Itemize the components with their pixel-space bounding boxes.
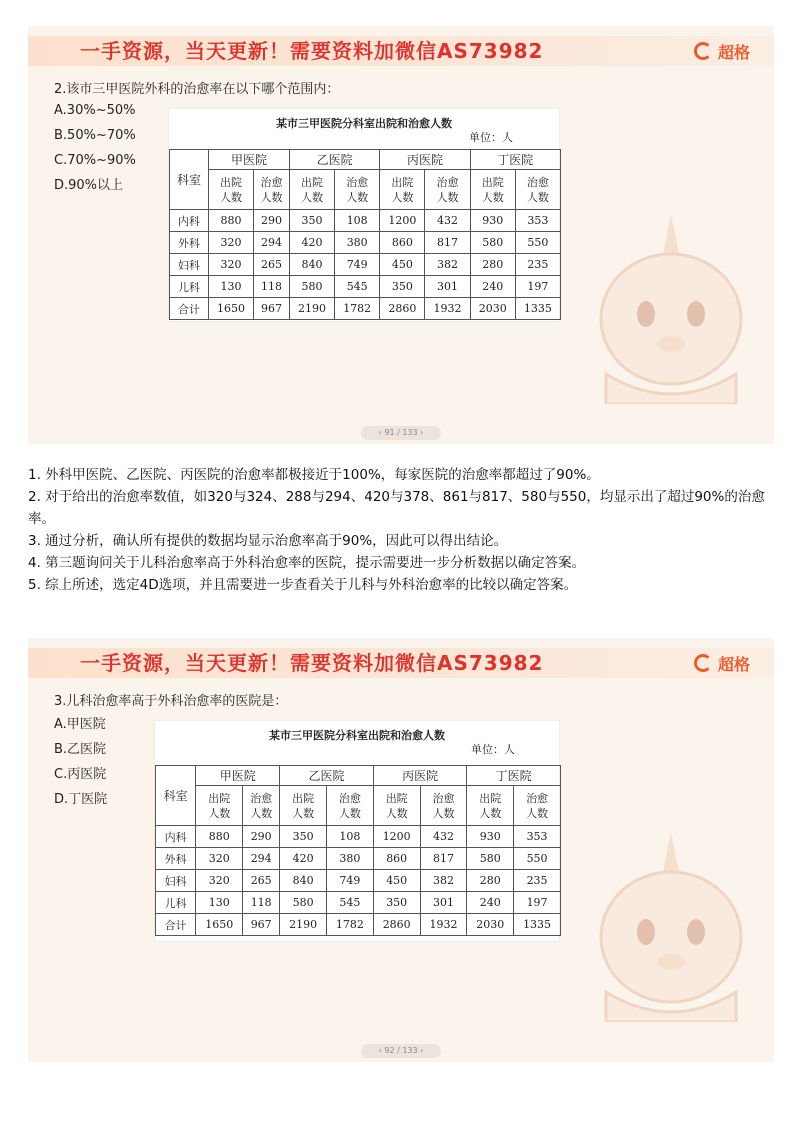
value-cell: 880 [196,826,243,848]
value-cell: 2030 [470,298,515,320]
value-cell: 1200 [380,210,425,232]
value-cell: 350 [289,210,334,232]
value-cell: 2860 [380,298,425,320]
unicorn-mascot-icon [576,822,766,1022]
header-row [156,766,561,786]
table-title: 某市三甲医院分科室出院和治愈人数 [276,117,452,130]
table-row [156,892,561,914]
table-row [170,254,561,276]
value-cell: 1932 [420,914,467,936]
value-cell: 320 [208,254,253,276]
brand-name: 超格 [717,42,750,62]
slide-92 [28,638,774,1062]
value-cell: 380 [327,848,374,870]
analysis-line: 2. 对于给出的治愈率数值，如320与324、288与294、420与378、861与817、580与550，均显示出了超过90%的治愈率。 [28,489,765,527]
value-cell: 2860 [373,914,420,936]
value-cell: 1335 [515,298,560,320]
value-cell: 1650 [208,298,253,320]
discharge-header-line: 人数 [292,806,315,820]
value-cell: 108 [327,826,374,848]
banner-text: 一手资源，当天更新！需要资料加微信AS73982 [80,39,544,63]
value-cell: 1200 [373,826,420,848]
value-cell: 265 [243,870,280,892]
value-cell: 880 [208,210,253,232]
value-cell: 840 [280,870,327,892]
discharge-header-line: 人数 [479,806,502,820]
value-cell: 545 [335,276,380,298]
value-cell: 550 [515,232,560,254]
value-cell: 1650 [196,914,243,936]
analysis-line: 1. 外科甲医院、乙医院、丙医院的治愈率都极接近于100%，每家医院的治愈率都超过了90%。 [28,467,600,483]
table-row [170,276,561,298]
value-cell: 240 [467,892,514,914]
cured-header [514,786,561,826]
option-d[interactable]: D.丁医院 [54,792,108,807]
value-cell: 840 [289,254,334,276]
value-cell: 118 [254,276,290,298]
discharge-header-line: 人数 [220,190,243,204]
dept-header: 科室 [156,766,196,826]
analysis-line: 5. 综上所述，选定4D选项，并且需要进一步查看关于儿科与外科治愈率的比较以确定答案。 [28,577,578,593]
value-cell: 930 [470,210,515,232]
option-c[interactable]: C.70%~90% [54,153,136,168]
analysis-text [28,464,772,596]
analysis-line: 3. 通过分析，确认所有提供的数据均显示治愈率高于90%，因此可以得出结论。 [28,533,508,549]
value-cell: 197 [515,276,560,298]
table-row [170,232,561,254]
slide-91 [28,26,774,444]
value-cell: 320 [208,232,253,254]
value-cell: 130 [196,892,243,914]
cured-header-line: 治愈 [526,791,549,805]
cured-header-line: 治愈 [250,791,273,805]
option-a[interactable]: A.30%~50% [54,103,136,118]
hospital-header: 乙医院 [280,766,374,786]
value-cell: 1335 [514,914,561,936]
header-row [170,150,561,170]
value-cell: 580 [289,276,334,298]
value-cell: 2190 [289,298,334,320]
value-cell: 817 [420,848,467,870]
value-cell: 350 [373,892,420,914]
value-cell: 380 [335,232,380,254]
cured-header [515,170,560,210]
discharge-header [467,786,514,826]
value-cell: 130 [208,276,253,298]
cured-header-line: 人数 [250,806,273,820]
value-cell: 290 [254,210,290,232]
value-cell: 749 [327,870,374,892]
cured-header [243,786,280,826]
value-cell: 280 [470,254,515,276]
page-indicator[interactable]: ‹ 91 / 133 › [361,426,441,440]
value-cell: 235 [515,254,560,276]
value-cell: 320 [196,848,243,870]
table-row [170,210,561,232]
value-cell: 432 [425,210,470,232]
dept-cell: 儿科 [170,276,209,298]
value-cell: 432 [420,826,467,848]
value-cell: 817 [425,232,470,254]
value-cell: 118 [243,892,280,914]
question-text: 3.儿科治愈率高于外科治愈率的医院是： [54,694,288,709]
value-cell: 450 [380,254,425,276]
value-cell: 280 [467,870,514,892]
value-cell: 294 [243,848,280,870]
table-row [156,848,561,870]
cured-header [327,786,374,826]
subheader-row [170,170,561,210]
brand-name: 超格 [717,654,750,674]
cured-header-line: 人数 [526,190,549,204]
question-text: 2.该市三甲医院外科的治愈率在以下哪个范围内： [54,82,340,97]
cured-header-line: 人数 [346,190,369,204]
cured-header-line: 人数 [338,806,361,820]
value-cell: 108 [335,210,380,232]
banner-text: 一手资源，当天更新！需要资料加微信AS73982 [80,651,544,675]
hospital-header: 丙医院 [380,150,470,170]
value-cell: 930 [467,826,514,848]
cured-header-line: 治愈 [436,175,459,189]
hospital-header: 丁医院 [467,766,561,786]
dept-cell: 内科 [170,210,209,232]
value-cell: 265 [254,254,290,276]
table-row [156,870,561,892]
value-cell: 860 [373,848,420,870]
value-cell: 580 [470,232,515,254]
value-cell: 545 [327,892,374,914]
discharge-header [470,170,515,210]
value-cell: 967 [254,298,290,320]
dept-cell: 合计 [170,298,209,320]
option-list [54,98,136,198]
value-cell: 2030 [467,914,514,936]
subheader-row [156,786,561,826]
cured-header-line: 人数 [436,190,459,204]
discharge-header [208,170,253,210]
dept-cell: 外科 [156,848,196,870]
value-cell: 235 [514,870,561,892]
dept-cell: 妇科 [170,254,209,276]
promo-banner [28,36,774,66]
discharge-header-line: 出院 [479,791,502,805]
data-table-card [154,720,560,942]
cured-header-line: 人数 [260,190,283,204]
discharge-header-line: 出院 [220,175,243,189]
value-cell: 301 [420,892,467,914]
value-cell: 967 [243,914,280,936]
brand-g-icon [694,654,712,672]
hospital-header: 丙医院 [373,766,467,786]
value-cell: 1782 [327,914,374,936]
discharge-header [280,786,327,826]
value-cell: 290 [243,826,280,848]
cured-header [420,786,467,826]
dept-cell: 外科 [170,232,209,254]
value-cell: 420 [289,232,334,254]
page-indicator[interactable]: ‹ 92 / 133 › [361,1044,441,1058]
table-row [156,914,561,936]
discharge-header-line: 人数 [481,190,504,204]
discharge-header-line: 人数 [301,190,324,204]
discharge-header-line: 出院 [391,175,414,189]
table-title: 某市三甲医院分科室出院和治愈人数 [269,729,445,742]
data-table-card [168,108,560,322]
value-cell: 353 [515,210,560,232]
dept-cell: 儿科 [156,892,196,914]
analysis-line: 4. 第三题询问关于儿科治愈率高于外科治愈率的医院，提示需要进一步分析数据以确定答案。 [28,555,586,571]
cured-header-line: 治愈 [260,175,283,189]
hospital-table [169,149,561,320]
value-cell: 580 [467,848,514,870]
hospital-header: 丁医院 [470,150,560,170]
dept-cell: 合计 [156,914,196,936]
hospital-header: 乙医院 [289,150,379,170]
discharge-header-line: 人数 [208,806,231,820]
dept-header: 科室 [170,150,209,210]
option-d[interactable]: D.90%以上 [54,178,124,193]
option-b[interactable]: B.乙医院 [54,742,107,757]
hospital-header: 甲医院 [196,766,280,786]
unicorn-mascot-icon [576,204,766,404]
brand-logo [694,652,750,674]
discharge-header-line: 人数 [391,190,414,204]
option-list [54,712,107,812]
brand-logo [694,40,750,62]
value-cell: 1782 [335,298,380,320]
table-row [170,298,561,320]
value-cell: 320 [196,870,243,892]
brand-g-icon [694,42,712,60]
value-cell: 749 [335,254,380,276]
dept-cell: 妇科 [156,870,196,892]
discharge-header [380,170,425,210]
value-cell: 420 [280,848,327,870]
value-cell: 550 [514,848,561,870]
value-cell: 860 [380,232,425,254]
discharge-header [289,170,334,210]
value-cell: 197 [514,892,561,914]
cured-header-line: 治愈 [432,791,455,805]
value-cell: 450 [373,870,420,892]
value-cell: 580 [280,892,327,914]
cured-header-line: 治愈 [338,791,361,805]
discharge-header-line: 出院 [208,791,231,805]
value-cell: 382 [425,254,470,276]
promo-banner [28,648,774,678]
cured-header-line: 人数 [432,806,455,820]
option-b[interactable]: B.50%~70% [54,128,136,143]
value-cell: 353 [514,826,561,848]
value-cell: 301 [425,276,470,298]
value-cell: 350 [380,276,425,298]
cured-header [254,170,290,210]
cured-header [425,170,470,210]
option-c[interactable]: C.丙医院 [54,767,107,782]
discharge-header-line: 出院 [292,791,315,805]
option-a[interactable]: A.甲医院 [54,717,106,732]
cured-header [335,170,380,210]
value-cell: 294 [254,232,290,254]
table-row [156,826,561,848]
cured-header-line: 人数 [526,806,549,820]
discharge-header-line: 出院 [301,175,324,189]
discharge-header-line: 人数 [385,806,408,820]
discharge-header [373,786,420,826]
discharge-header-line: 出院 [385,791,408,805]
value-cell: 240 [470,276,515,298]
discharge-header [196,786,243,826]
dept-cell: 内科 [156,826,196,848]
value-cell: 350 [280,826,327,848]
value-cell: 2190 [280,914,327,936]
hospital-table [155,765,561,936]
cured-header-line: 治愈 [526,175,549,189]
hospital-header: 甲医院 [208,150,289,170]
cured-header-line: 治愈 [346,175,369,189]
value-cell: 382 [420,870,467,892]
table-unit: 单位：人 [469,131,513,144]
table-unit: 单位：人 [471,743,515,756]
discharge-header-line: 出院 [481,175,504,189]
value-cell: 1932 [425,298,470,320]
